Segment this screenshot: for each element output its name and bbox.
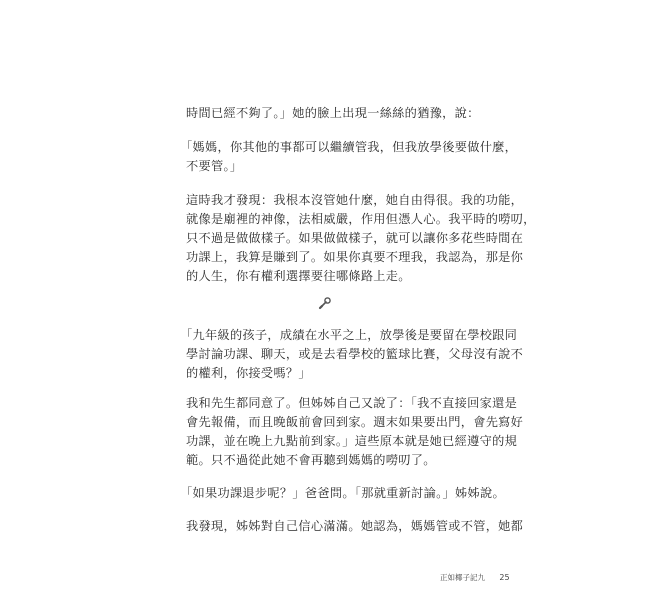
text-line: 「媽媽，你其他的事都可以繼續管我，但我放學後要做什麼， [180, 140, 518, 154]
text-line: 我和先生都同意了。但姊姊自己又說了：「我不直接回家還是 [186, 396, 518, 410]
text-line: 的人生，你有權利選擇要往哪條路上走。 [186, 269, 411, 283]
text-line: 我發現，姊姊對自己信心滿滿。她認為，媽媽管或不管，她都 [186, 519, 524, 533]
paragraph-4 [180, 326, 523, 383]
paragraph-2 [180, 138, 517, 176]
text-line: 「九年級的孩子，成績在水平之上，放學後是要留在學校跟同 [180, 328, 518, 342]
text-line: 時間已經不夠了。」她的臉上出現一絲絲的猶豫，說： [186, 106, 480, 120]
paragraph-3 [186, 191, 536, 286]
text-line: 範。只不過從此她不會再聽到媽媽的嘮叨了。 [186, 453, 436, 467]
text-line: 功課上，我算是賺到了。如果你真要不理我，我認為，那是你 [186, 250, 524, 264]
paragraph-6 [180, 484, 505, 503]
paragraph-1 [186, 104, 480, 123]
text-line: 功課，並在晚上九點前到家。」這些原本就是她已經遵守的規 [186, 434, 518, 448]
running-title: 正如椰子記九 [440, 573, 485, 582]
text-line: 不要管。」 [186, 159, 243, 173]
paragraph-7 [186, 517, 523, 536]
wrench-ornament-icon [318, 296, 332, 310]
text-line: 這時我才發現：我根本沒管她什麼，她自由得很。我的功能， [186, 193, 524, 207]
text-line: 「如果功課退步呢？」爸爸問。「那就重新討論。」姊姊說。 [180, 486, 505, 500]
text-line: 會先報備，而且晚飯前會回到家。週末如果要出門，會先寫好 [186, 415, 524, 429]
text-line: 學討論功課、聊天，或是去看學校的籃球比賽，父母沒有說不 [186, 347, 524, 361]
page-number: 25 [499, 573, 510, 582]
page-footer [440, 572, 510, 583]
text-line: 就像是廟裡的神像，法相威嚴，作用但憑人心。我平時的嘮叨， [186, 212, 536, 226]
text-line: 只不過是做做樣子。如果做做樣子，就可以讓你多花些時間在 [186, 231, 524, 245]
paragraph-5 [186, 394, 523, 470]
text-line: 的權利，你接受嗎？」 [186, 366, 311, 380]
